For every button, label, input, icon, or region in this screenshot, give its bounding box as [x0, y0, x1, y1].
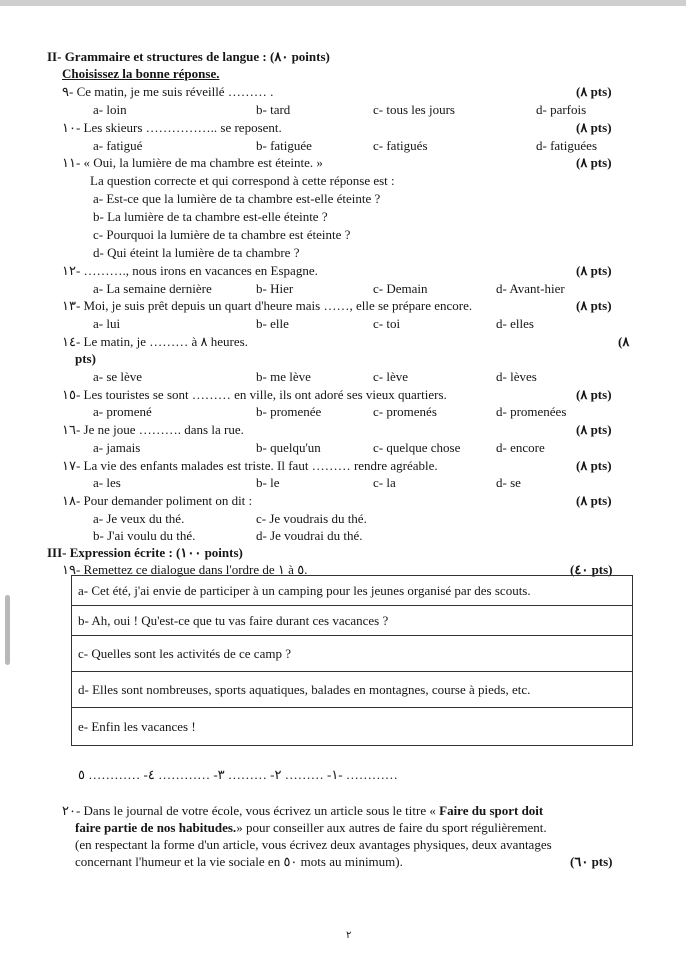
q16-option-c: c- quelque chose — [373, 440, 461, 455]
scrollbar[interactable] — [5, 595, 10, 665]
q15-option-d: d- promenées — [496, 404, 567, 419]
q16-option-d: d- encore — [496, 440, 545, 455]
q11-option-a: a- Est-ce que la lumière de ta chambre est-elle éteinte ? — [93, 191, 381, 206]
q18-option-d: d- Je voudrai du thé. — [256, 528, 363, 543]
dialogue-row — [72, 606, 633, 636]
q15-option-b: b- promenée — [256, 404, 322, 419]
q16-stem: ١٦- Je ne joue ………. dans la rue. — [62, 422, 244, 437]
q19-answer-blanks: ١- ……… ٢- ……… ٣- ………… ٤- ………… ٥- ………… — [78, 767, 398, 782]
section-iii-title: III- Expression écrite : (١٠٠ points) — [47, 545, 243, 560]
q20-article-title-part-1: Faire du sport doit — [439, 803, 544, 818]
q13-points: (٨ pts) — [576, 298, 612, 313]
dialogue-row — [72, 708, 633, 746]
q11-points: (٨ pts) — [576, 155, 612, 170]
q15-option-c: c- promenés — [373, 404, 437, 419]
q14-option-c: c- lève — [373, 369, 409, 384]
q20-points: (٦٠ pts) — [570, 854, 613, 869]
q9-option-d: d- parfois — [536, 102, 587, 117]
q14-option-d: d- lèves — [496, 369, 537, 384]
q16-option-a: a- jamais — [93, 440, 141, 455]
q20-line-4: concernant l'humeur et la vie sociale en ٥٠ mots au minimum). — [75, 854, 403, 869]
q9-option-c: c- tous les jours — [373, 102, 455, 117]
dialogue-line-a: a- Cet été, j'ai envie de participer à un camping pour les jeunes organisé par des scouts. — [72, 576, 633, 606]
q12-stem: ١٢- ………., nous irons en vacances en Espagne. — [62, 263, 318, 278]
q18-option-c: c- Je voudrais du thé. — [256, 511, 367, 526]
q17-points: (٨ pts) — [576, 458, 612, 473]
q11-option-c: c- Pourquoi la lumière de ta chambre est éteinte ? — [93, 227, 351, 242]
q20-line-1 — [62, 803, 543, 818]
dialogue-table — [71, 575, 633, 746]
q11-stem: ١١- « Oui, la lumière de ma chambre est éteinte. » — [62, 155, 323, 170]
q9-option-b: b- tard — [256, 102, 291, 117]
q17-option-d: d- se — [496, 475, 521, 490]
q13-option-a: a- lui — [93, 316, 121, 331]
q18-stem: ١٨- Pour demander poliment on dit : — [62, 493, 253, 508]
q16-points: (٨ pts) — [576, 422, 612, 437]
q13-option-d: d- elles — [496, 316, 534, 331]
q15-points: (٨ pts) — [576, 387, 612, 402]
q17-stem: ١٧- La vie des enfants malades est triste. Il faut ……… rendre agréable. — [62, 458, 438, 473]
q12-option-b: b- Hier — [256, 281, 294, 296]
q10-option-c: c- fatigués — [373, 138, 428, 153]
dialogue-line-c: c- Quelles sont les activités de ce camp ? — [72, 636, 633, 672]
section-ii-title: II- Grammaire et structures de langue : (٨٠ points) — [47, 49, 330, 64]
q18-points: (٨ pts) — [576, 493, 612, 508]
dialogue-row — [72, 576, 633, 606]
q9-points: (٨ pts) — [576, 84, 612, 99]
q19-stem: ١٩- Remettez ce dialogue dans l'ordre de ١ à ٥. — [62, 562, 308, 577]
q10-option-d: d- fatiguées — [536, 138, 598, 153]
dialogue-line-b: b- Ah, oui ! Qu'est-ce que tu vas faire durant ces vacances ? — [72, 606, 633, 636]
q12-option-d: d- Avant-hier — [496, 281, 565, 296]
dialogue-row — [72, 672, 633, 708]
dialogue-line-e: e- Enfin les vacances ! — [72, 708, 633, 746]
q9-stem: ٩- Ce matin, je me suis réveillé ……… . — [62, 84, 274, 99]
q14-stem: ١٤- Le matin, je ……… à ٨ heures. — [62, 334, 248, 349]
q10-option-a: a- fatigué — [93, 138, 143, 153]
page-number: ٢ — [346, 930, 352, 941]
q9-option-a: a- loin — [93, 102, 127, 117]
q18-option-b: b- J'ai voulu du thé. — [93, 528, 196, 543]
q17-option-a: a- les — [93, 475, 121, 490]
q13-option-c: c- toi — [373, 316, 401, 331]
q12-option-a: a- La semaine dernière — [93, 281, 212, 296]
q20-article-title-part-2: faire partie de nos habitudes. — [75, 820, 237, 835]
q13-option-b: b- elle — [256, 316, 289, 331]
q12-option-c: c- Demain — [373, 281, 428, 296]
q15-option-a: a- promené — [93, 404, 152, 419]
q10-option-b: b- fatiguée — [256, 138, 312, 153]
q20-line-2 — [75, 820, 547, 835]
section-ii-instruction: Choisissez la bonne réponse. — [62, 66, 220, 81]
q20-line-1-text: ٢٠- Dans le journal de votre école, vous écrivez un article sous le titre « — [62, 803, 436, 818]
q19-points: (٤٠ pts) — [570, 562, 613, 577]
q14-points-start: (٨ — [618, 334, 630, 349]
dialogue-line-d: d- Elles sont nombreuses, sports aquatiques, balades en montagnes, course à pieds, etc. — [72, 672, 633, 708]
q14-points-end: pts) — [75, 351, 96, 366]
q12-points: (٨ pts) — [576, 263, 612, 278]
q14-option-a: a- se lève — [93, 369, 143, 384]
q16-option-b: b- quelqu'un — [256, 440, 321, 455]
q11-option-d: d- Qui éteint la lumière de ta chambre ? — [93, 245, 300, 260]
q17-option-b: b- le — [256, 475, 280, 490]
q14-option-b: b- me lève — [256, 369, 311, 384]
q10-stem: ١٠- Les skieurs …………….. se reposent. — [62, 120, 282, 135]
q15-stem: ١٥- Les touristes se sont ……… en ville, ils ont adoré ses vieux quartiers. — [62, 387, 447, 402]
q10-points: (٨ pts) — [576, 120, 612, 135]
q17-option-c: c- la — [373, 475, 396, 490]
q11-intro: La question correcte et qui correspond à cette réponse est : — [90, 173, 395, 188]
q20-line-3: (en respectant la forme d'un article, vous écrivez deux avantages physiques, deux avantages — [75, 837, 552, 852]
q13-stem: ١٣- Moi, je suis prêt depuis un quart d'heure mais ……, elle se prépare encore. — [62, 298, 473, 313]
q18-option-a: a- Je veux du thé. — [93, 511, 185, 526]
q20-line-2-text: » pour conseiller aux autres de faire du sport régulièrement. — [236, 820, 547, 835]
dialogue-row — [72, 636, 633, 672]
q11-option-b: b- La lumière de ta chambre est-elle éteinte ? — [93, 209, 328, 224]
top-bar — [0, 0, 686, 6]
